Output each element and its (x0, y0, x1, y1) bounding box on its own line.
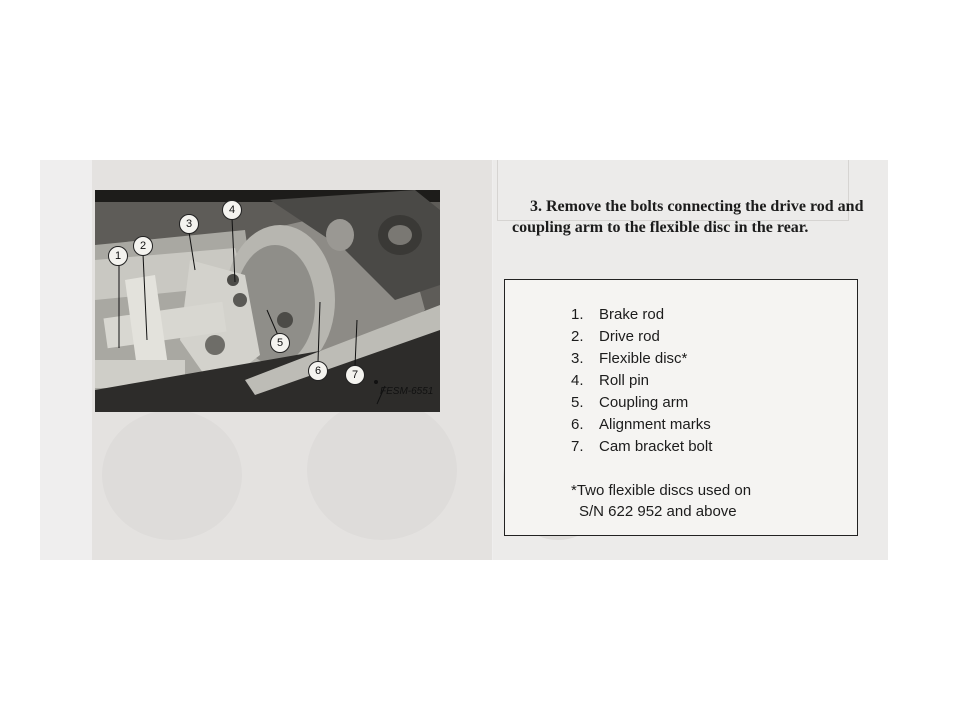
legend-item-number: 5. (571, 394, 584, 411)
legend-item (571, 370, 712, 392)
step-number: 3. (530, 198, 542, 215)
legend-item-number: 3. (571, 350, 584, 367)
callout-6: 6 (308, 361, 328, 381)
parts-legend (504, 279, 858, 536)
legend-list (571, 304, 712, 458)
legend-item (571, 304, 712, 326)
legend-item (571, 392, 712, 414)
legend-item-label: Roll pin (599, 372, 650, 389)
legend-item-number: 2. (571, 328, 584, 345)
figure-id: FESM-6551 (380, 386, 434, 397)
callout-1: 1 (108, 246, 128, 266)
legend-item (571, 348, 712, 370)
legend-item-number: 7. (571, 438, 584, 455)
legend-item-label: Coupling arm (599, 394, 689, 411)
legend-item-number: 6. (571, 416, 584, 433)
legend-item-number: 1. (571, 306, 584, 323)
photo-illustration (95, 190, 440, 412)
callout-2: 2 (133, 236, 153, 256)
callout-7: 7 (345, 365, 365, 385)
step-instruction (512, 196, 872, 238)
legend-item-label: Drive rod (599, 328, 660, 345)
legend-item-label: Brake rod (599, 306, 665, 323)
bleed-through-shape (102, 410, 242, 540)
legend-item (571, 326, 712, 348)
legend-item-label: Cam bracket bolt (599, 438, 713, 455)
footnote-line-1: *Two flexible discs used on (571, 482, 752, 499)
bleed-through-shape (307, 400, 457, 540)
legend-item-number: 4. (571, 372, 584, 389)
legend-footnote (571, 480, 751, 522)
drive-assembly-photo (95, 190, 440, 412)
legend-item (571, 414, 712, 436)
callout-5: 5 (270, 333, 290, 353)
footnote-line-2: S/N 622 952 and above (579, 503, 737, 520)
step-text: Remove the bolts connecting the drive rod and coupling arm to the flexible disc in the rear. (512, 198, 864, 236)
legend-item (571, 436, 712, 458)
legend-item-label: Alignment marks (599, 416, 711, 433)
legend-item-label: Flexible disc* (599, 350, 688, 367)
callout-3: 3 (179, 214, 199, 234)
callout-4: 4 (222, 200, 242, 220)
